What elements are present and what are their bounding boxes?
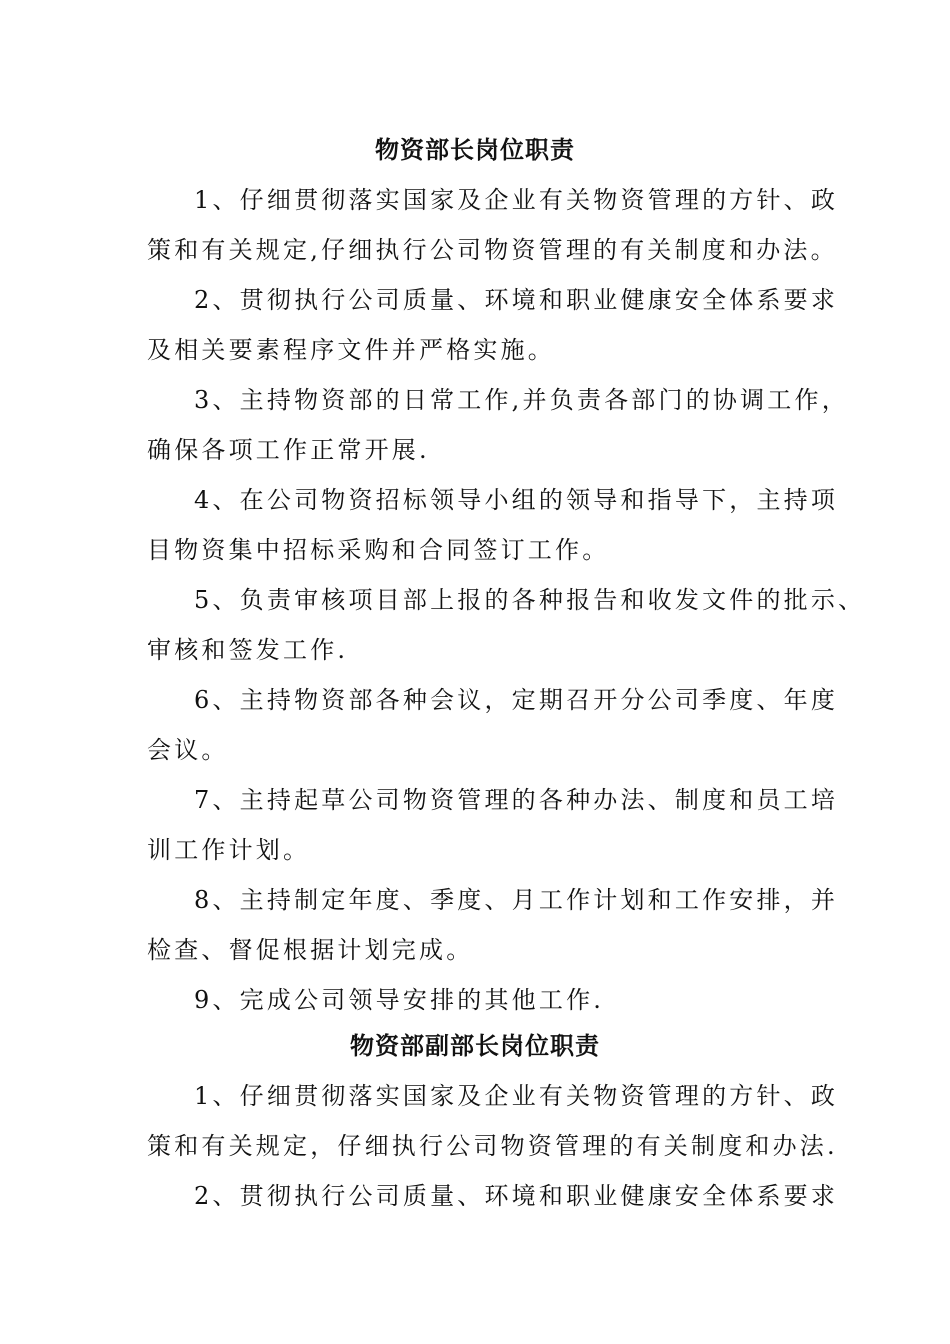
duty-item-7-line-2: 训工作计划。 (147, 836, 311, 864)
duty-item-5-line-2: 审核和签发工作. (147, 636, 349, 664)
duty-item-5-line-1: 5、负责审核项目部上报的各种报告和收发文件的批示、 (194, 586, 866, 614)
duty-item-3-line-1: 3、主持物资部的日常工作,并负责各部门的协调工作， (194, 386, 849, 414)
duty-item-3-line-2: 确保各项工作正常开展. (147, 436, 430, 464)
duty-item-2-line-1: 2、贯彻执行公司质量、环境和职业健康安全体系要求 (194, 286, 839, 314)
duty-item-6-line-1: 6、主持物资部各种会议，定期召开分公司季度、年度 (194, 686, 839, 714)
duty-item-4-line-1: 4、在公司物资招标领导小组的领导和指导下，主持项 (194, 486, 839, 514)
duty-item-8-line-1: 8、主持制定年度、季度、月工作计划和工作安排，并 (194, 886, 839, 914)
deputy-duty-item-1-line-1: 1、仔细贯彻落实国家及企业有关物资管理的方针、政 (194, 1082, 839, 1110)
duty-item-4-line-2: 目物资集中招标采购和合同签订工作。 (147, 536, 610, 564)
duty-item-6-line-2: 会议。 (147, 736, 229, 764)
duty-item-2-line-2: 及相关要素程序文件并严格实施。 (147, 336, 555, 364)
deputy-duty-item-1-line-2: 策和有关规定，仔细执行公司物资管理的有关制度和办法. (147, 1132, 838, 1160)
duty-item-9-line-1: 9、完成公司领导安排的其他工作. (194, 986, 605, 1014)
duty-item-8-line-2: 检查、督促根据计划完成。 (147, 936, 474, 964)
duty-item-1-line-2: 策和有关规定,仔细执行公司物资管理的有关制度和办法。 (147, 236, 838, 264)
section-title: 物资部长岗位职责 (375, 135, 575, 164)
deputy-duty-item-2-line-1: 2、贯彻执行公司质量、环境和职业健康安全体系要求 (194, 1182, 839, 1210)
section-title: 物资部副部长岗位职责 (350, 1031, 600, 1060)
duty-item-1-line-1: 1、仔细贯彻落实国家及企业有关物资管理的方针、政 (194, 186, 839, 214)
duty-item-7-line-1: 7、主持起草公司物资管理的各种办法、制度和员工培 (194, 786, 839, 814)
